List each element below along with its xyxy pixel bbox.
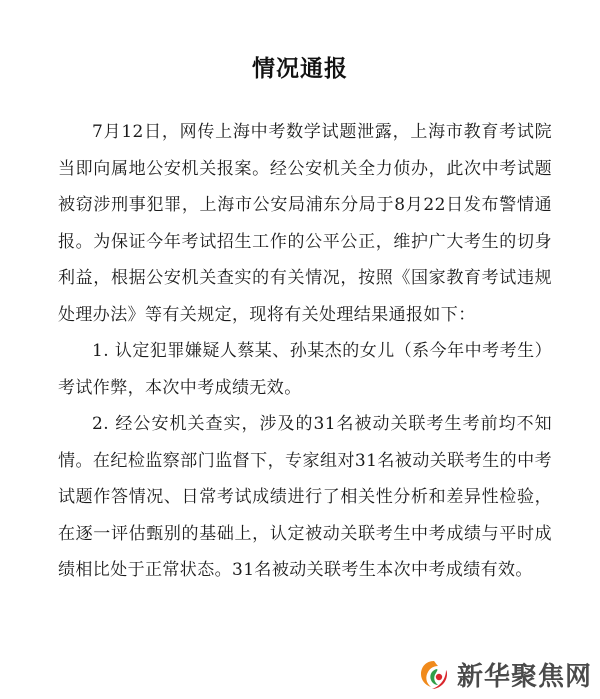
watermark-text: 新华聚焦网: [456, 662, 592, 692]
watermark: [417, 656, 592, 693]
paragraph-intro: 7月12日，网传上海中考数学试题泄露，上海市教育考试院当即向属地公安机关报案。经公安机关全力侦办，此次中考试题被窃涉刑事犯罪，上海市公安局浦东分局于8月22日发布警情通报。为保证今年考试招生工作的公平公正，维护广大考生的切身利益，根据公安机关查实的有关情况，按照《国家教育考试违规处理办法》等有关规定，现将有关处理结果通报如下：: [58, 122, 552, 325]
document-body: [58, 114, 552, 589]
paragraph-item-1: 1. 认定犯罪嫌疑人蔡某、孙某杰的女儿（系今年中考考生）考试作弊，本次中考成绩无效。: [58, 341, 552, 398]
paragraph-item-2: 2. 经公安机关查实，涉及的31名被动关联考生考前均不知情。在纪检监察部门监督下，专家组对31名被动关联考生的中考试题作答情况、日常考试成绩进行了相关性分析和差异性检验，在逐一评估甄别的基础上，认定被动关联考生中考成绩与平时成绩相比处于正常状态。31名被动关联考生本次中考成绩有效。: [58, 414, 552, 580]
xinhua-logo-icon: [417, 658, 451, 692]
document-title: 情况通报: [252, 56, 348, 82]
